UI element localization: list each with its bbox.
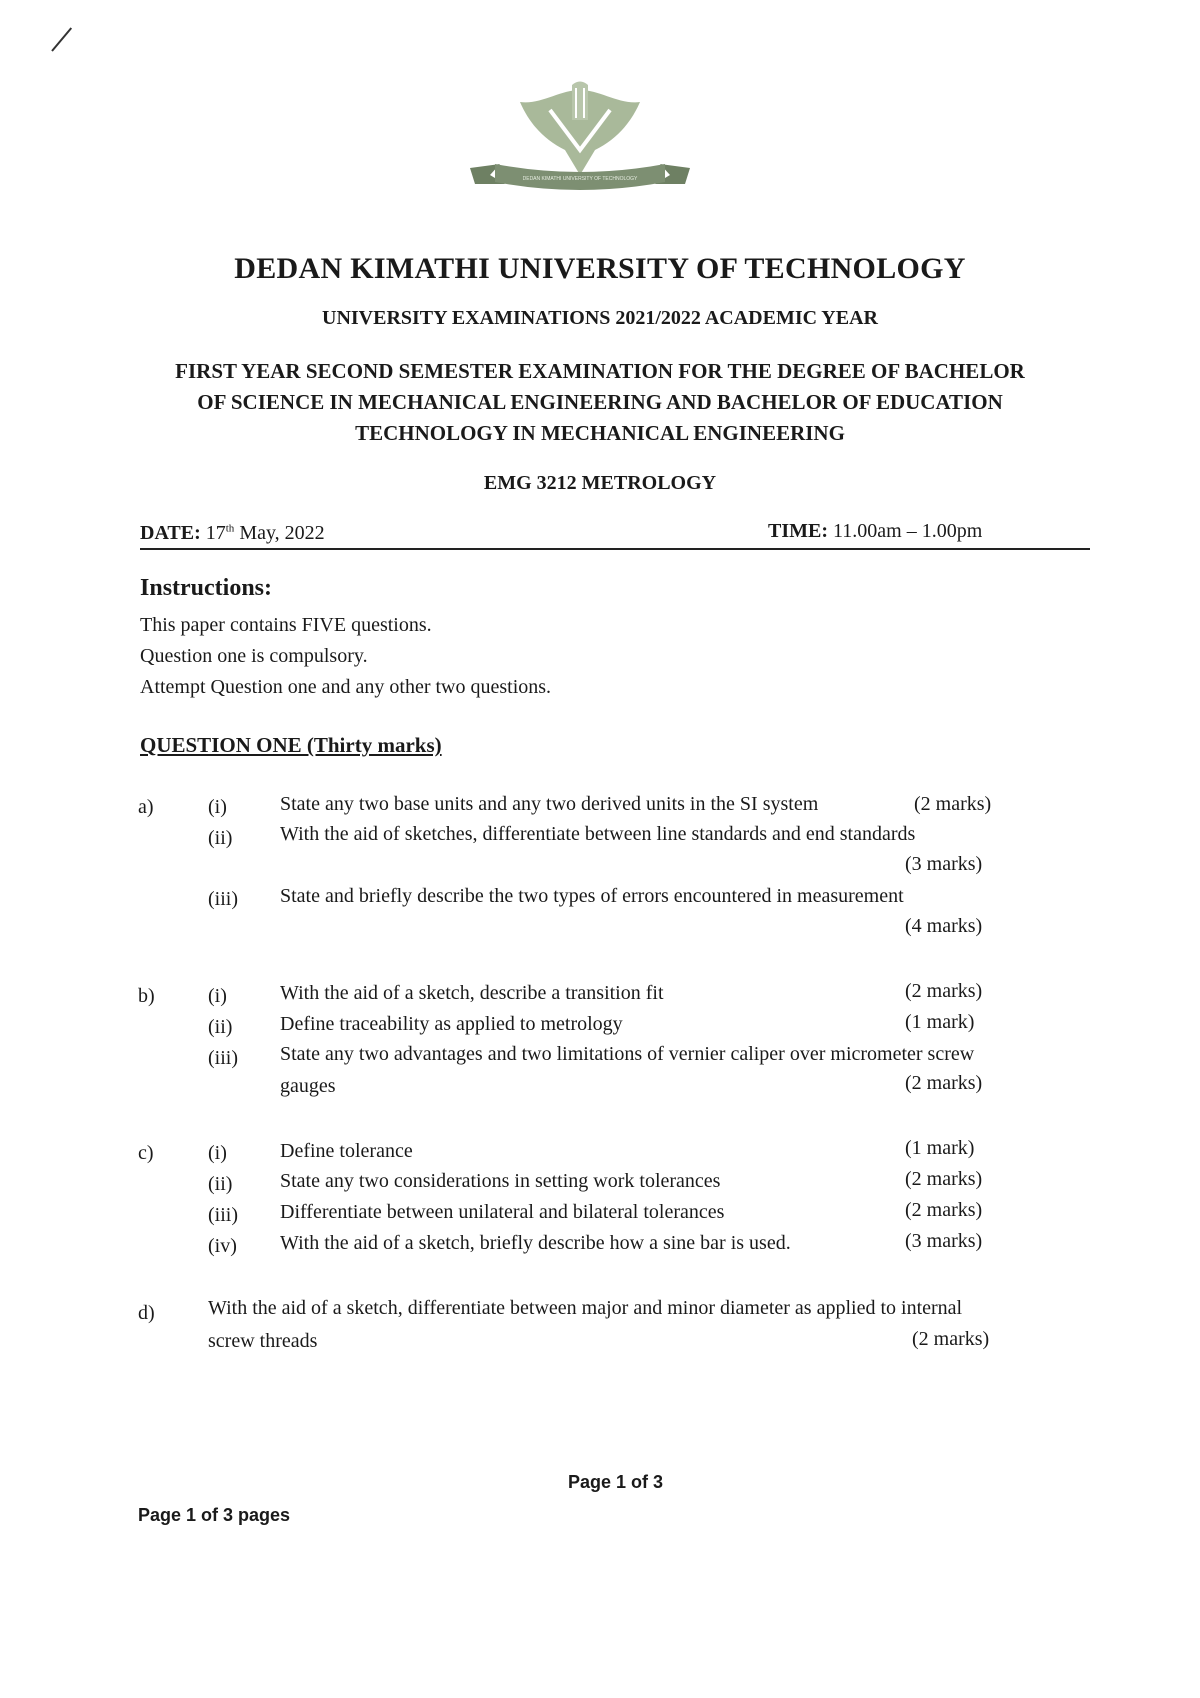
question-marks: (4 marks) [905,915,983,937]
question-marks: (2 marks) [912,1328,990,1350]
question-marks: (1 mark) [905,1011,975,1033]
sub-number: (i) [208,985,227,1007]
question-marks: (2 marks) [914,793,992,815]
question-text: Differentiate between unilateral and bilateral tolerances [280,1201,725,1223]
sub-number: (ii) [208,1173,233,1195]
exam-year: UNIVERSITY EXAMINATIONS 2021/2022 ACADEMIC YEAR [322,307,878,329]
question-text: State any two advantages and two limitations of vernier caliper over micrometer screw [280,1043,975,1065]
question-text: State any two base units and any two derived units in the SI system [280,793,819,815]
instruction-line: Attempt Question one and any other two questions. [140,676,552,698]
question-marks: (2 marks) [905,980,983,1002]
question-marks: (1 mark) [905,1137,975,1159]
question-text: With the aid of a sketch, briefly describe how a sine bar is used. [280,1232,791,1254]
question-one-heading: QUESTION ONE (Thirty marks) [140,733,442,757]
degree-title [0,356,1200,449]
header-divider [140,548,1090,550]
sub-number: (iii) [208,888,238,910]
question-text: State any two considerations in setting work tolerances [280,1170,721,1192]
question-text: With the aid of a sketch, describe a transition fit [280,982,664,1004]
instruction-line: This paper contains FIVE questions. [140,614,432,636]
exam-time [768,520,982,543]
logo-banner-text: DEDAN KIMATHI UNIVERSITY OF TECHNOLOGY [522,176,638,182]
part-letter: a) [138,796,154,818]
degree-line: OF SCIENCE IN MECHANICAL ENGINEERING AND BACHELOR OF EDUCATION [197,390,1003,414]
sub-number: (iii) [208,1047,238,1069]
degree-line: FIRST YEAR SECOND SEMESTER EXAMINATION FOR THE DEGREE OF BACHELOR [175,359,1025,383]
exam-date [140,522,325,545]
question-marks: (2 marks) [905,1199,983,1221]
instructions-heading: Instructions: [140,575,273,601]
page-count-footer: Page 1 of 3 pages [138,1505,291,1525]
question-text: Define tolerance [280,1140,413,1162]
instruction-line: Question one is compulsory. [140,645,368,667]
university-logo [460,80,700,210]
part-letter: c) [138,1142,154,1164]
date-suffix: th [225,522,235,535]
part-letter: b) [138,985,155,1007]
sub-number: (ii) [208,1016,233,1038]
sub-number: (i) [208,796,227,818]
page-number: Page 1 of 3 [568,1472,664,1492]
question-text: Define traceability as applied to metrology [280,1013,623,1035]
question-text: State and briefly describe the two types of errors encountered in measurement [280,885,904,907]
sub-number: (iv) [208,1235,237,1257]
date-day: 17 [205,522,226,544]
question-text: With the aid of a sketch, differentiate between major and minor diameter as applied to internal [208,1297,963,1319]
question-text: With the aid of sketches, differentiate between line standards and end standards [280,823,916,845]
sub-number: (i) [208,1142,227,1164]
degree-line: TECHNOLOGY IN MECHANICAL ENGINEERING [355,421,845,445]
time-label: TIME: [768,520,828,542]
date-rest: May, 2022 [239,522,325,544]
sub-number: (iii) [208,1204,238,1226]
date-label: DATE: [140,522,201,544]
question-marks: (3 marks) [905,1230,983,1252]
course-title: EMG 3212 METROLOGY [483,472,717,494]
question-text-continued: screw threads [208,1330,318,1352]
question-marks: (2 marks) [905,1072,983,1094]
time-value: 11.00am – 1.00pm [833,520,983,542]
question-marks: (3 marks) [905,853,983,875]
question-marks: (2 marks) [905,1168,983,1190]
question-text-continued: gauges [280,1075,336,1097]
pen-tick-mark [51,27,72,51]
university-name: DEDAN KIMATHI UNIVERSITY OF TECHNOLOGY [234,252,966,285]
part-letter: d) [138,1302,155,1324]
sub-number: (ii) [208,827,233,849]
